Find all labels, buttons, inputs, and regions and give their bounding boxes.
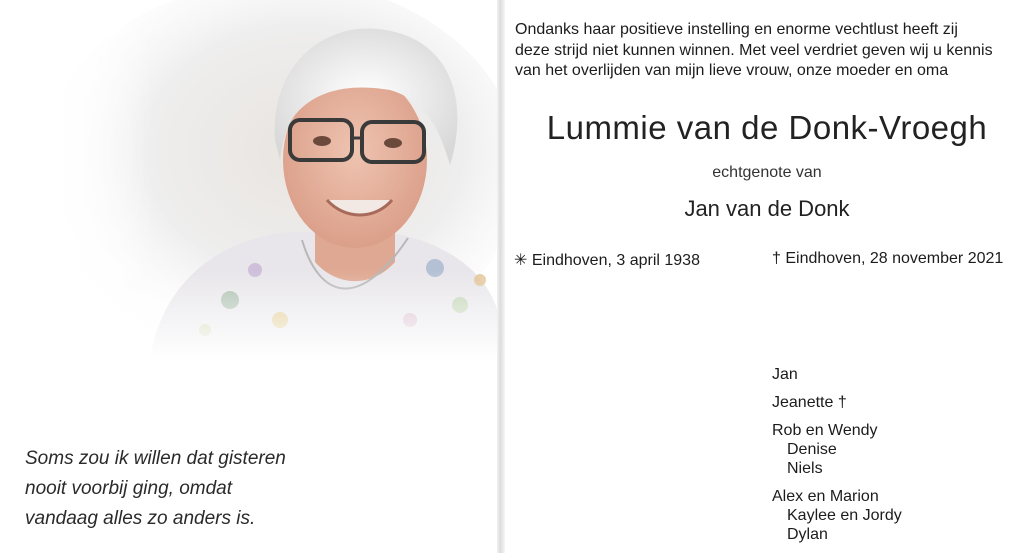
birth-info: ✳ Eindhoven, 3 april 1938 [514,252,700,269]
spouse-name: Jan van de Donk [684,196,850,221]
grandchild: Denise [787,441,837,458]
family-list [772,365,902,553]
intro-line: van het overlijden van mijn lieve vrouw, onze moeder en oma [515,62,949,79]
intro-line: deze strijd niet kunnen winnen. Met veel verdriet geven wij u kennis [515,41,993,59]
family-group [772,487,902,544]
intro-text [515,20,1024,82]
grandchild: Dylan [787,526,828,543]
left-panel [0,0,497,553]
poem-line: Soms zou ik willen dat gisteren [25,448,286,469]
grandchild: Niels [787,460,823,477]
poem-line: vandaag alles zo anders is. [25,508,256,529]
portrait-photo [40,0,497,360]
grandchild: Kaylee en Jordy [787,507,902,524]
intro-line: Ondanks haar positieve instelling en enorme vechtlust heeft zij [515,21,958,38]
death-info: † Eindhoven, 28 november 2021 [772,250,1004,267]
family-member: Rob en Wendy [772,422,878,439]
family-group [772,421,902,478]
spouse-label: echtgenote van [712,164,822,181]
poem-line: nooit voorbij ging, omdat [25,478,233,499]
family-group [772,393,902,412]
family-member: Jeanette † [772,394,847,411]
deceased-name: Lummie van de Donk-Vroegh [546,109,988,146]
family-member: Jan [772,366,798,383]
family-member: Alex en Marion [772,488,879,505]
family-group [772,365,902,384]
card-fold-divider [497,0,505,553]
poem [25,444,286,534]
right-panel [505,0,1024,553]
